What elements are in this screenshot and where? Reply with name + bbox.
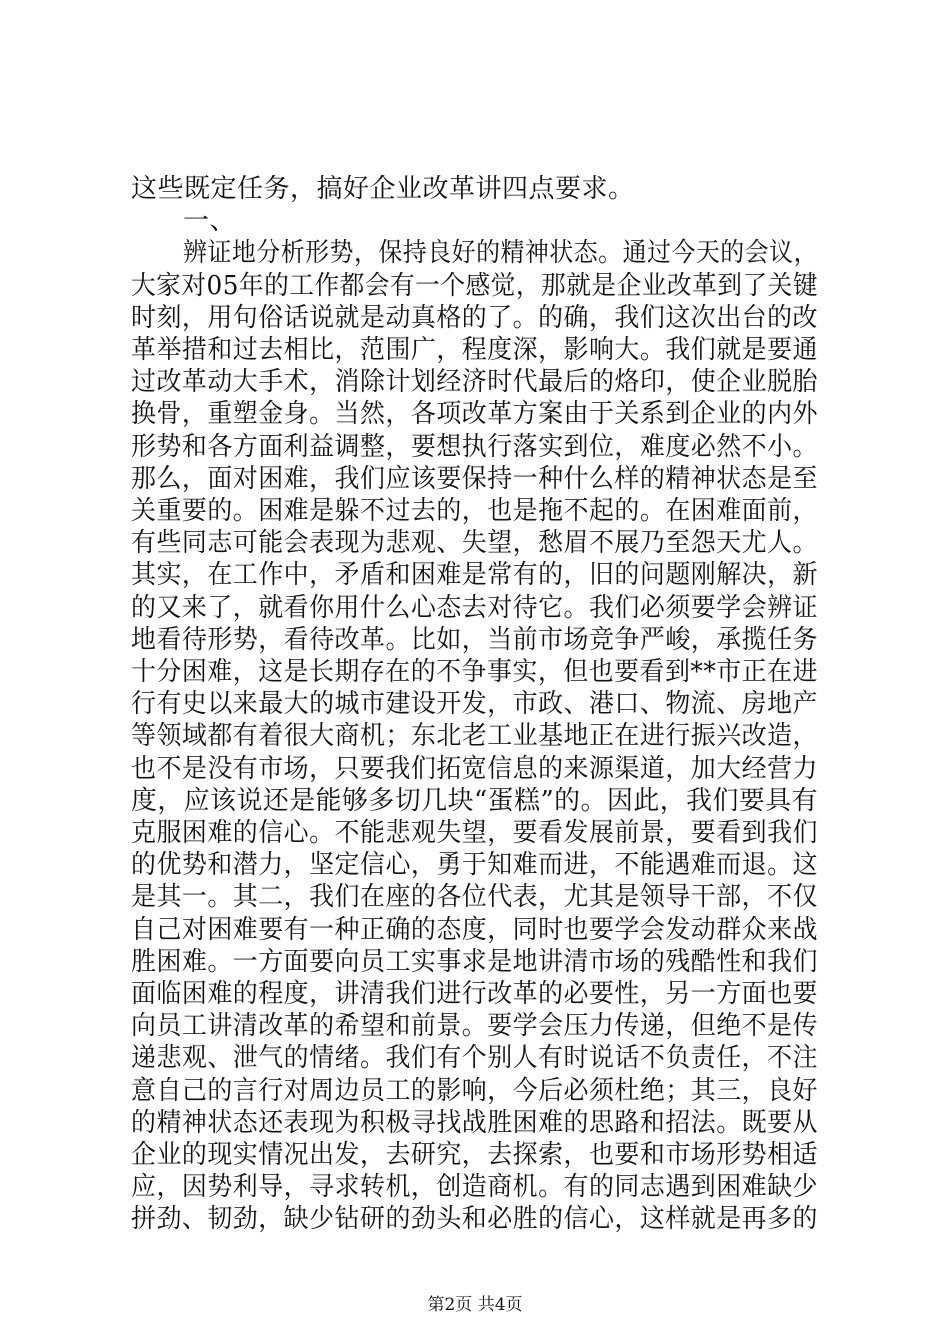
text-line: 有些同志可能会表现为悲观、失望，愁眉不展乃至怨天尤人。 [131, 528, 818, 559]
text-line: 面临困难的程度，讲清我们进行改革的必要性，另一方面也要 [131, 979, 818, 1009]
text-line: 换骨，重塑金身。当然，各项改革方案由于关系到企业的内外 [131, 399, 818, 430]
text-line: 也不是没有市场，只要我们拓宽信息的来源渠道，加大经营力 [131, 753, 818, 784]
text-line: 十分困难，这是长期存在的不争事实，但也要看到**市正在进 [131, 657, 818, 687]
text-line: 递悲观、泄气的情绪。我们有个别人有时说话不负责任，不注 [131, 1043, 818, 1074]
text-line: 向员工讲清改革的希望和前景。要学会压力传递，但绝不是传 [131, 1011, 818, 1042]
text-line: 拼劲、韧劲，缺少钻研的劲头和必胜的信心，这样就是再多的 [131, 1204, 818, 1235]
text-line: 是其一。其二，我们在座的各位代表，尤其是领导干部，不仅 [131, 882, 818, 913]
text-line: 辨证地分析形势，保持良好的精神状态。通过今天的会议， [183, 238, 818, 269]
text-line: 其实，在工作中，矛盾和困难是常有的，旧的问题刚解决，新 [131, 560, 818, 591]
text-line: 过改革动大手术，消除计划经济时代最后的烙印，使企业脱胎 [131, 367, 818, 398]
text-line: 企业的现实情况出发，去研究，去探索，也要和市场形势相适 [131, 1140, 818, 1170]
text-line: 关重要的。困难是躲不过去的，也是拖不起的。在困难面前， [131, 496, 818, 526]
text-line: 度，应该说还是能够多切几块“蛋糕”的。因此，我们要具有 [131, 785, 818, 816]
text-line: 这些既定任务，搞好企业改革讲四点要求。 [131, 174, 635, 204]
text-line: 的精神状态还表现为积极寻找战胜困难的思路和招法。既要从 [131, 1107, 818, 1138]
text-line: 时刻，用句俗话说就是动真格的了。的确，我们这次出台的改 [131, 302, 818, 333]
text-line: 胜困难。一方面要向员工实事求是地讲清市场的残酷性和我们 [131, 946, 818, 977]
text-line: 应，因势利导，寻求转机，创造商机。有的同志遇到困难缺少 [131, 1172, 818, 1203]
text-line: 大家对05年的工作都会有一个感觉，那就是企业改革到了关键 [131, 270, 818, 301]
text-line: 革举措和过去相比，范围广，程度深，影响大。我们就是要通 [131, 335, 818, 365]
page-number-footer: 第2页 共4页 [427, 1295, 523, 1315]
text-line: 等领域都有着很大商机；东北老工业基地正在进行振兴改造， [131, 721, 818, 752]
text-line: 那么，面对困难，我们应该要保持一种什么样的精神状态是至 [131, 463, 818, 494]
text-line: 形势和各方面利益调整，要想执行落实到位，难度必然不小。 [131, 431, 818, 462]
text-line: 意自己的言行对周边员工的影响，今后必须杜绝；其三，良好 [131, 1075, 818, 1106]
text-line: 克服困难的信心。不能悲观失望，要看发展前景，要看到我们 [131, 818, 818, 848]
text-line: 行有史以来最大的城市建设开发，市政、港口、物流、房地产 [131, 689, 818, 720]
text-line: 的又来了，就看你用什么心态去对待它。我们必须要学会辨证 [131, 592, 818, 623]
text-line: 自己对困难要有一种正确的态度，同时也要学会发动群众来战 [131, 914, 818, 945]
text-line: 一、 [183, 206, 237, 237]
text-line: 地看待形势，看待改革。比如，当前市场竞争严峻，承揽任务 [131, 624, 818, 655]
text-line: 的优势和潜力，坚定信心，勇于知难而进，不能遇难而退。这 [131, 850, 818, 881]
